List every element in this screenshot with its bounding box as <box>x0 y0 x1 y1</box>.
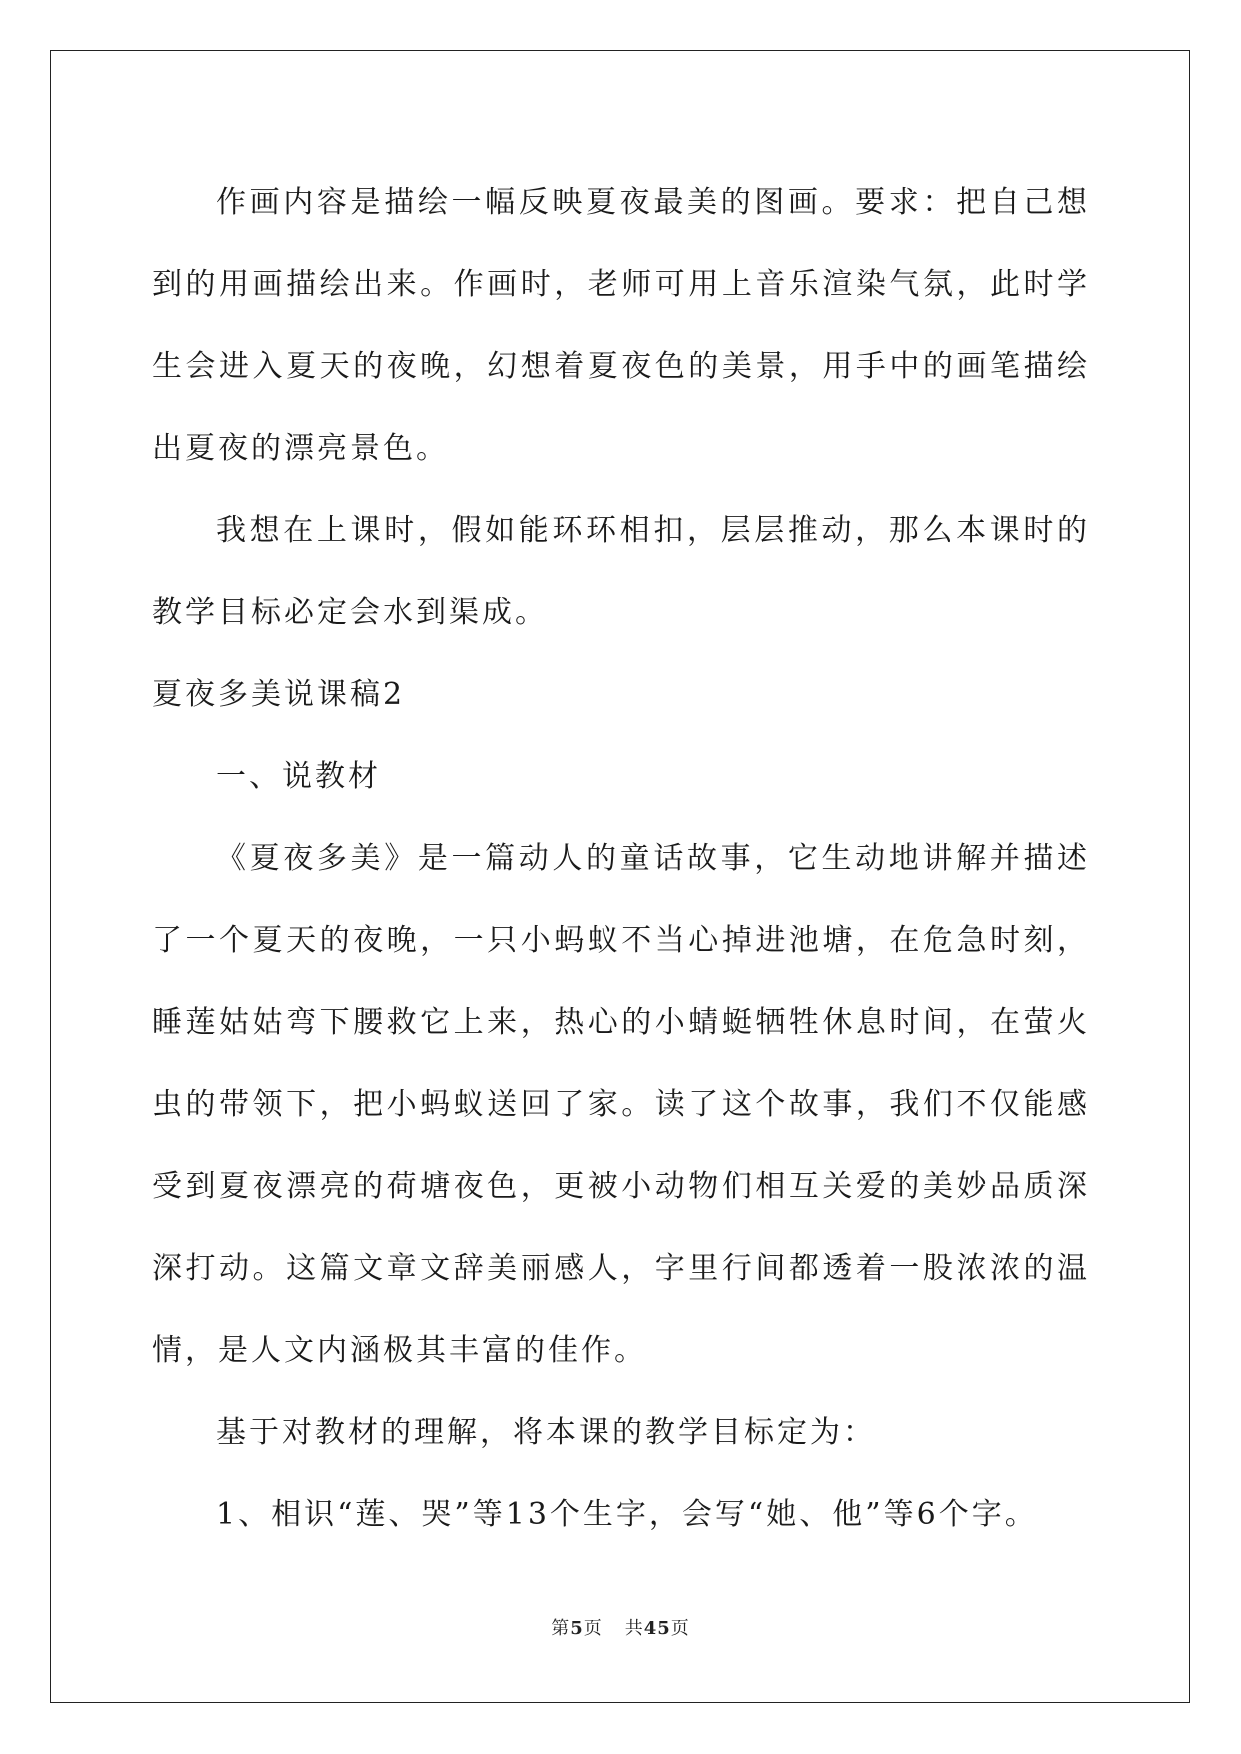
footer-page-prefix: 第 <box>551 1618 571 1639</box>
footer-page-number: 5 <box>570 1618 584 1639</box>
document-body <box>152 162 1090 1556</box>
paragraph-objectives-intro: 基于对教材的理解，将本课的教学目标定为： <box>216 1415 876 1450</box>
section-title: 夏夜多美说课稿2 <box>152 677 406 712</box>
paragraph-drawing-content: 作画内容是描绘一幅反映夏夜最美的图画。要求：把自己想到的用画描绘出来。作画时，老师可用上音乐渲染气氛，此时学生会进入夏天的夜晚，幻想着夏夜色的美景，用手中的画笔描绘出夏夜的漂亮景色。 <box>152 185 1090 466</box>
footer-total-suffix: 页 <box>670 1618 690 1639</box>
footer-page-suffix: 页 <box>583 1618 603 1639</box>
footer-total-pages: 45 <box>643 1618 671 1639</box>
footer-total-prefix: 共 <box>624 1618 644 1639</box>
paragraph-textbook-intro: 《夏夜多美》是一篇动人的童话故事，它生动地讲解并描述了一个夏天的夜晚，一只小蚂蚁不当心掉进池塘，在危急时刻，睡莲姑姑弯下腰救它上来，热心的小蜻蜓牺牲休息时间，在萤火虫的带领下，把小蚂蚁送回了家。读了这个故事，我们不仅能感受到夏夜漂亮的荷塘夜色，更被小动物们相互关爱的美妙品质深深打动。这篇文章文辞美丽感人，字里行间都透着一股浓浓的温情，是人文内涵极其丰富的佳作。 <box>152 841 1090 1368</box>
paragraph-teaching-goal: 我想在上课时，假如能环环相扣，层层推动，那么本课时的教学目标必定会水到渠成。 <box>152 513 1090 630</box>
page-footer <box>0 1614 1241 1640</box>
subsection-heading: 一、说教材 <box>216 759 381 794</box>
paragraph-objective-1: 1、相识“莲、哭”等13个生字，会写“她、他”等6个字。 <box>216 1497 1038 1532</box>
